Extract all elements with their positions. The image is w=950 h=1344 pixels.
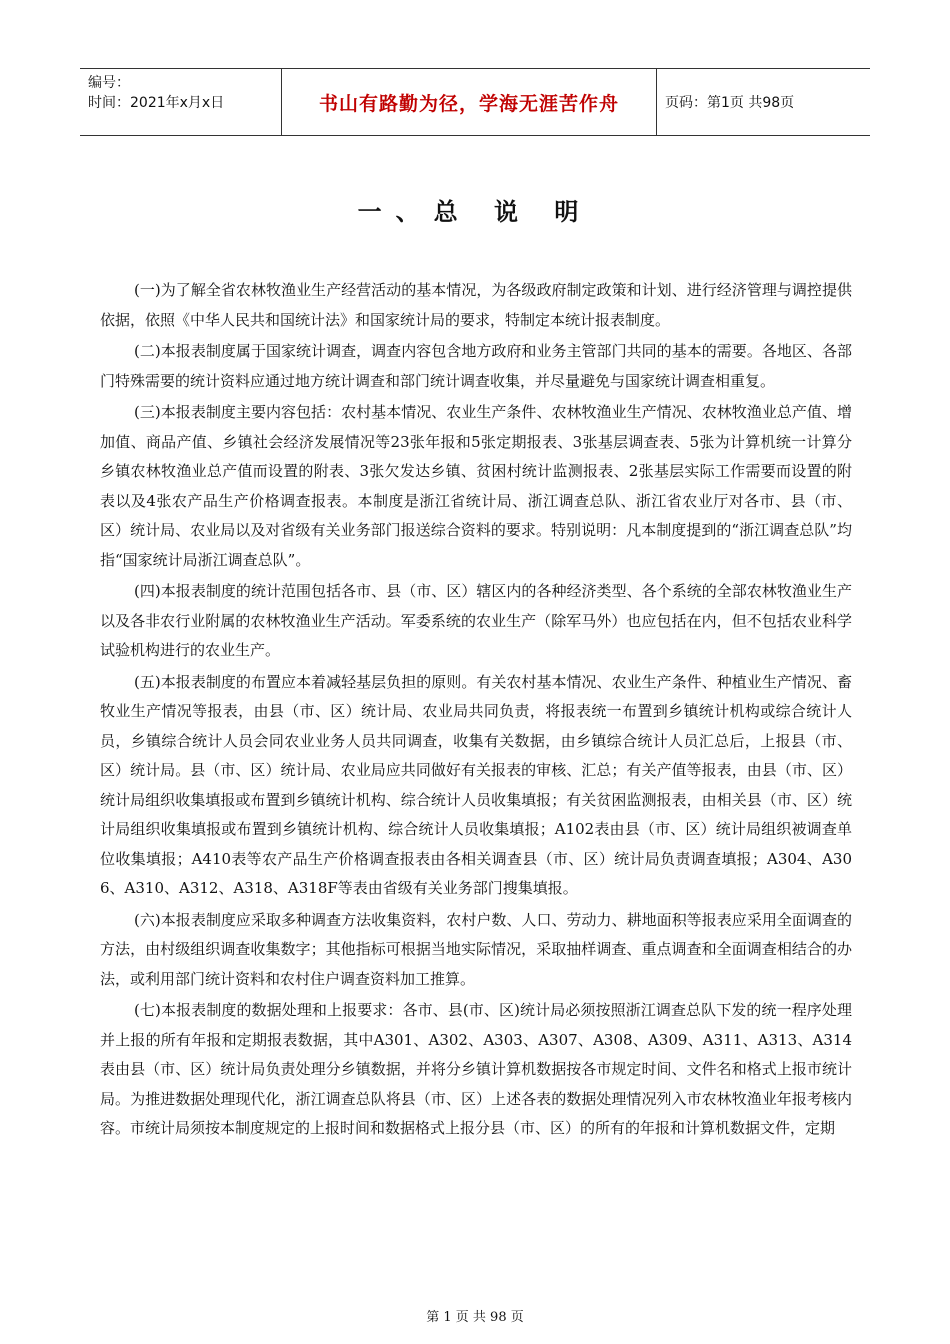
- section-title: 一、总 说 明: [357, 198, 593, 226]
- document-code-label: 编号：: [88, 75, 130, 91]
- document-header: [80, 68, 870, 136]
- paragraph-2: (二)本报表制度属于国家统计调查，调查内容包含地方政府和业务主管部门共同的基本的需要。各地区、各部门特殊需要的统计资料应通过地方统计调查和部门统计调查收集，并尽量避免与国家统计调查相重复。: [100, 342, 852, 390]
- document-body: [100, 276, 852, 1144]
- header-motto-cell: [282, 69, 657, 135]
- page-footer: 第 1 页 共 98 页: [426, 1310, 524, 1325]
- paragraph-4: (四)本报表制度的统计范围包括各市、县（市、区）辖区内的各种经济类型、各个系统的全部农林牧渔业生产以及各非农行业附属的农林牧渔业生产活动。军委系统的农业生产（除军马外）也应包括在内，但不包括农业科学试验机构进行的农业生产。: [100, 582, 852, 659]
- paragraph-7: (七)本报表制度的数据处理和上报要求：各市、县(市、区)统计局必须按照浙江调查总队下发的统一程序处理并上报的所有年报和定期报表数据，其中A301、A302、A303、A307、A308、A309、A311、A313、A314表由县（市、区）统计局负责处理分乡镇数据，并将分乡镇计算机数据按各市规定时间、文件名和格式上报市统计局。为推进数据处理现代化，浙江调查总队将县（市、区）上述各表的数据处理情况列入市农林牧渔业年报考核内容。市统计局须按本制度规定的上报时间和数据格式上报分县（市、区）的所有的年报和计算机数据文件，定期: [100, 1001, 852, 1137]
- paragraph-6: (六)本报表制度应采取多种调查方法收集资料，农村户数、人口、劳动力、耕地面积等报表应采用全面调查的方法，由村级组织调查收集数字；其他指标可根据当地实际情况，采取抽样调查、重点调查和全面调查相结合的办法，或利用部门统计资料和农村住户调查资料加工推算。: [100, 910, 852, 988]
- header-motto: 书山有路勤为径，学海无涯苦作舟: [318, 92, 619, 115]
- header-meta-cell: [80, 69, 282, 135]
- header-page-info: 页码：第1页 共98页: [665, 95, 795, 111]
- paragraph-1: (一)为了解全省农林牧渔业生产经营活动的基本情况，为各级政府制定政策和计划、进行经济管理与调控提供依据，依照《中华人民共和国统计法》和国家统计局的要求，特制定本统计报表制度。: [100, 281, 852, 329]
- header-page-cell: [657, 69, 870, 135]
- document-time-label: 时间：2021年x月x日: [88, 95, 225, 111]
- paragraph-3: (三)本报表制度主要内容包括：农村基本情况、农业生产条件、农林牧渔业生产情况、农林牧渔业总产值、增加值、商品产值、乡镇社会经济发展情况等23张年报和5张定期报表、3张基层调查表、5张为计算机统一计算分乡镇农林牧渔业总产值而设置的附表、3张欠发达乡镇、贫困村统计监测报表、2张基层实际工作需要而设置的附表以及4张农产品生产价格调查报表。本制度是浙江省统计局、浙江调查总队、浙江省农业厅对各市、县（市、区）统计局、农业局以及对省级有关业务部门报送综合资料的要求。特别说明：凡本制度提到的“浙江调查总队”均指“国家统计局浙江调查总队”。: [100, 403, 852, 569]
- paragraph-5: (五)本报表制度的布置应本着减轻基层负担的原则。有关农村基本情况、农业生产条件、种植业生产情况、畜牧业生产情况等报表，由县（市、区）统计局、农业局共同负责，将报表统一布置到乡镇统计机构或综合统计人员，乡镇综合统计人员会同农业业务人员共同调查，收集有关数据，由乡镇综合统计人员汇总后，上报县（市、区）统计局。县（市、区）统计局、农业局应共同做好有关报表的审核、汇总；有关产值等报表，由县（市、区）统计局组织收集填报或布置到乡镇统计机构、综合统计人员收集填报；有关贫困监测报表，由相关县（市、区）统计局组织收集填报或布置到乡镇统计机构、综合统计人员收集填报；A102表由县（市、区）统计局组织被调查单位收集填报；A410表等农产品生产价格调查报表由各相关调查县（市、区）统计局负责调查填报；A304、A306、A310、A312、A318、A318F等表由省级有关业务部门搜集填报。: [100, 672, 852, 897]
